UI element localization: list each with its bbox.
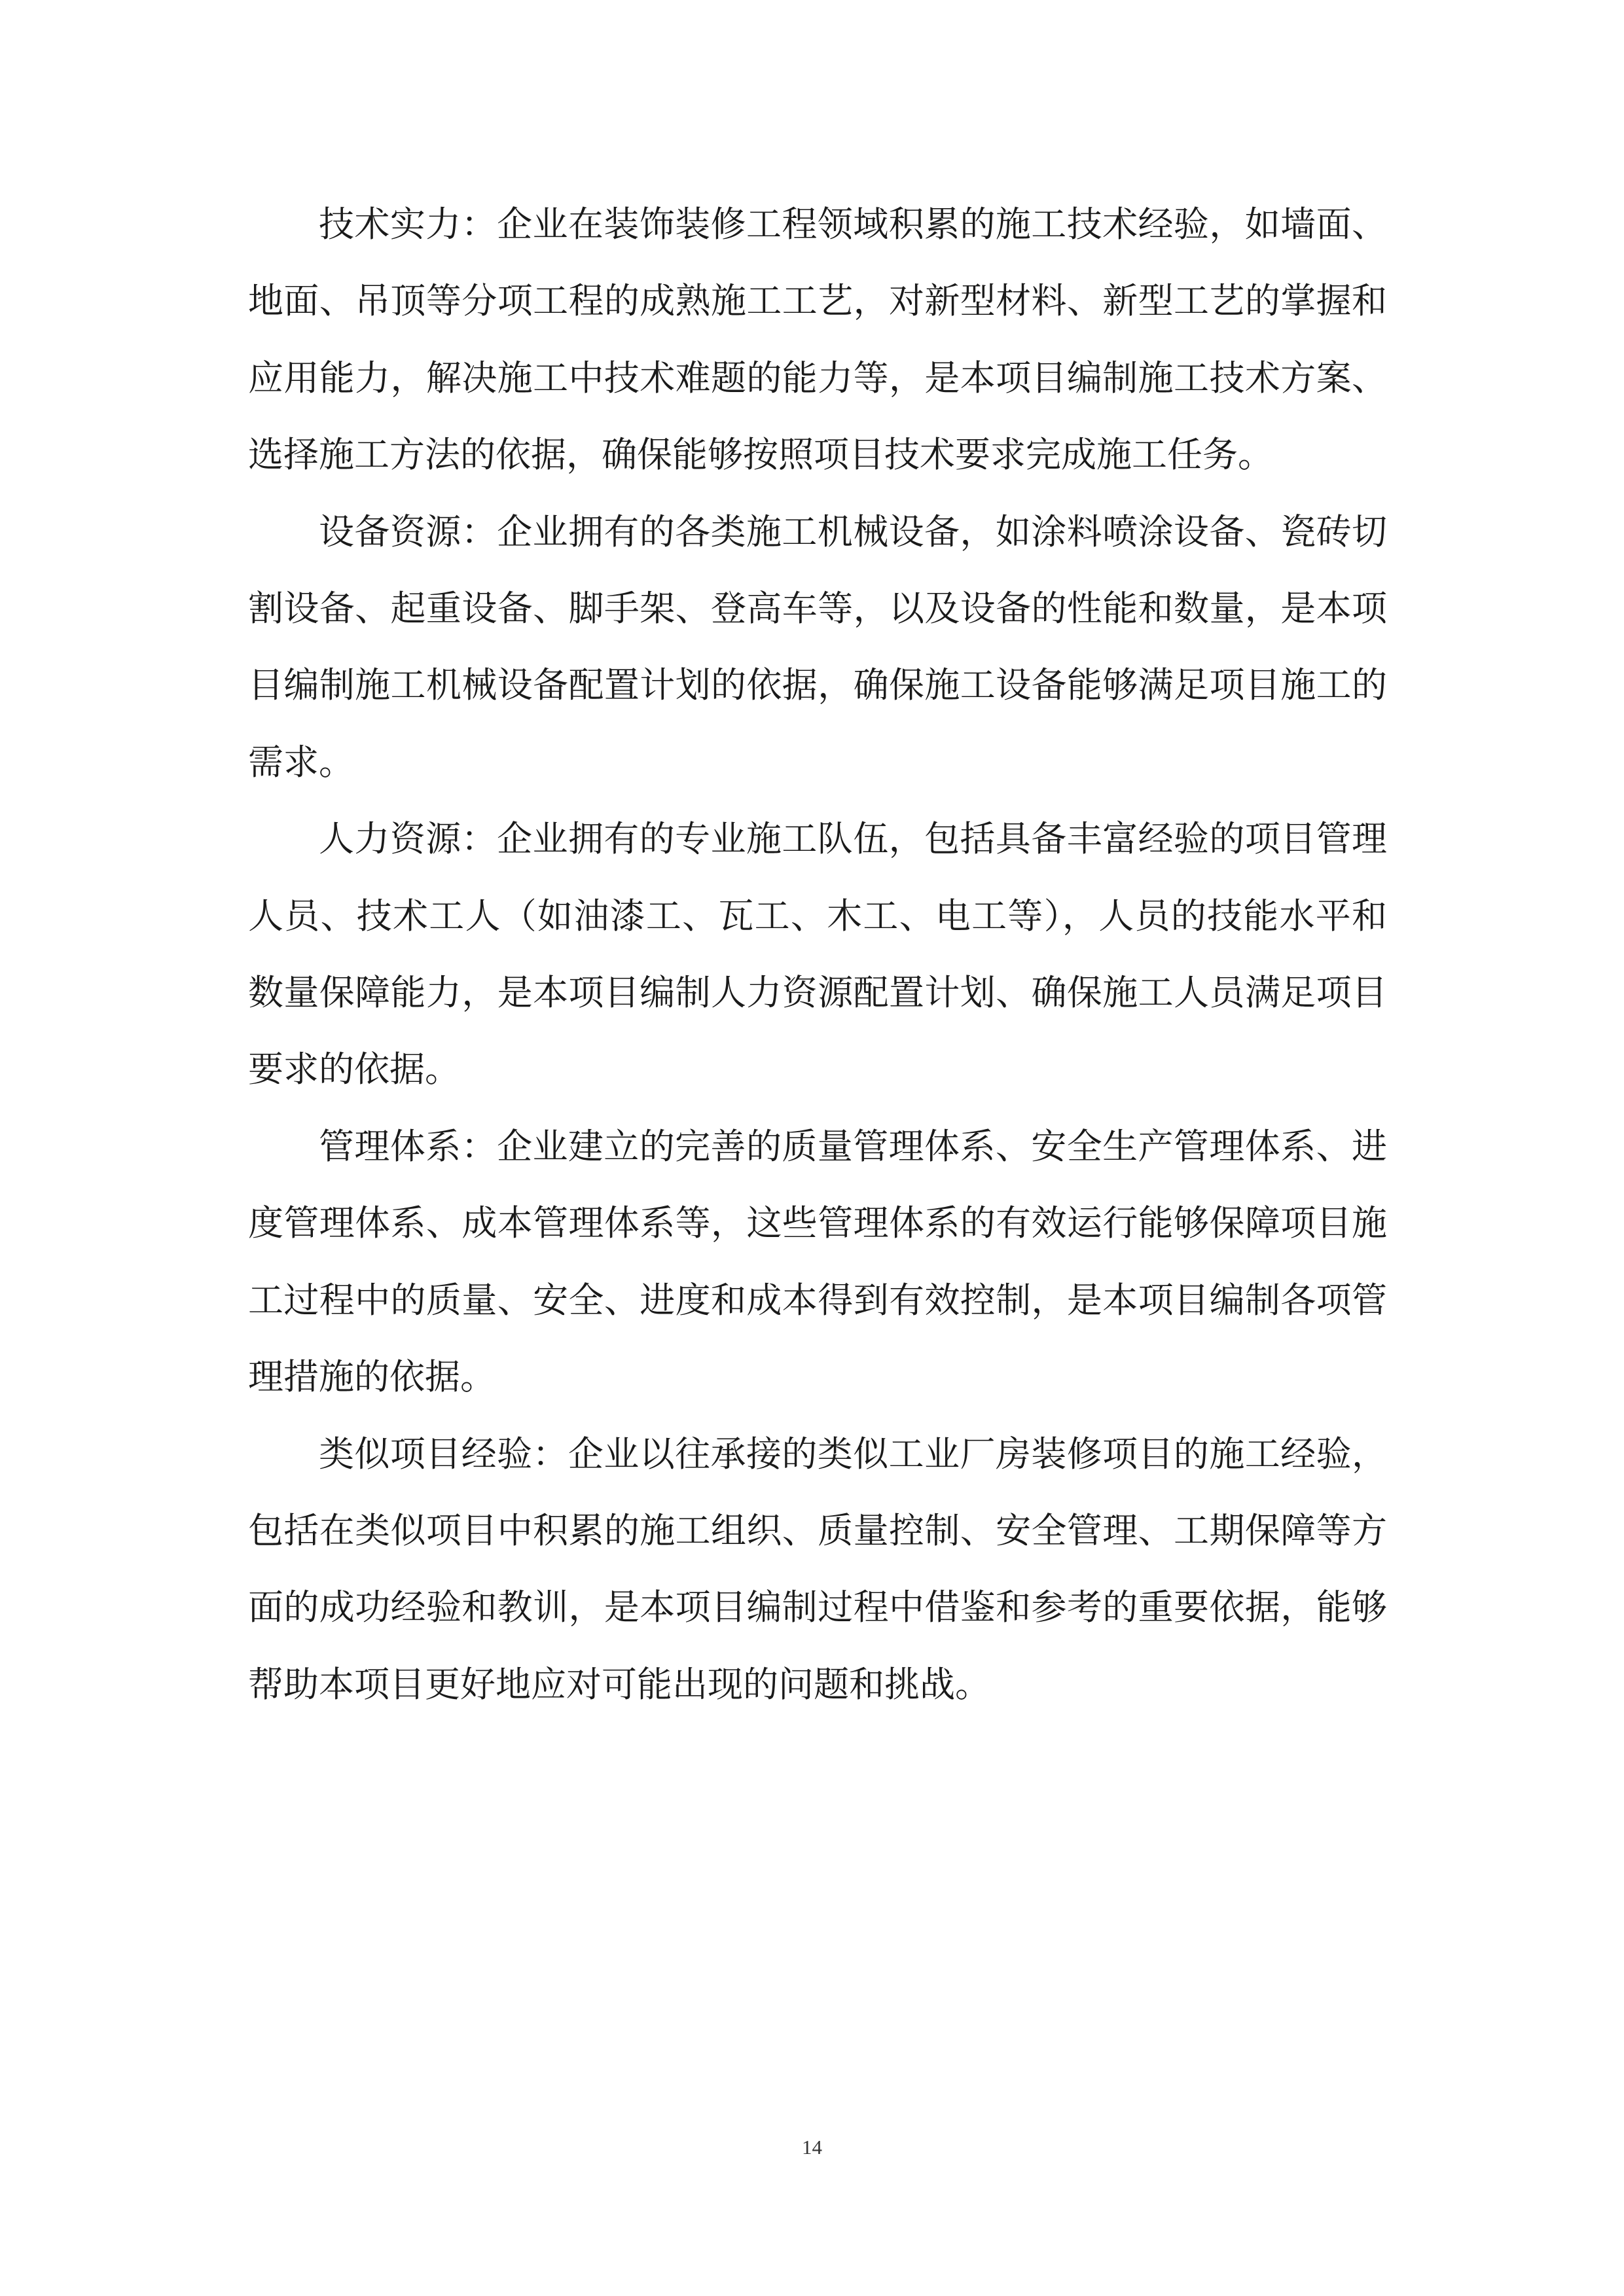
- paragraph-equipment-resources: 设备资源：企业拥有的各类施工机械设备，如涂料喷涂设备、瓷砖切割设备、起重设备、脚手架、登高车等，以及设备的性能和数量，是本项目编制施工机械设备配置计划的依据，确保施工设备能够满足项目施工的需求。: [248, 511, 1387, 783]
- paragraph-human-resources: 人力资源：企业拥有的专业施工队伍，包括具备丰富经验的项目管理人员、技术工人（如油漆工、瓦工、木工、电工等），人员的技能水平和数量保障能力，是本项目编制人力资源配置计划、确保施工人员满足项目要求的依据。: [248, 818, 1387, 1090]
- body-text: [248, 186, 1387, 1723]
- paragraph-technical-strength: 技术实力：企业在装饰装修工程领域积累的施工技术经验，如墙面、地面、吊顶等分项工程的成熟施工工艺，对新型材料、新型工艺的掌握和应用能力，解决施工中技术难题的能力等，是本项目编制施工技术方案、选择施工方法的依据，确保能够按照项目技术要求完成施工任务。: [248, 204, 1387, 476]
- paragraph-management-system: 管理体系：企业建立的完善的质量管理体系、安全生产管理体系、进度管理体系、成本管理体系等，这些管理体系的有效运行能够保障项目施工过程中的质量、安全、进度和成本得到有效控制，是本项目编制各项管理措施的依据。: [248, 1125, 1387, 1398]
- paragraph-similar-project-experience: 类似项目经验：企业以往承接的类似工业厂房装修项目的施工经验，包括在类似项目中积累的施工组织、质量控制、安全管理、工期保障等方面的成功经验和教训，是本项目编制过程中借鉴和参考的重要依据，能够帮助本项目更好地应对可能出现的问题和挑战。: [248, 1433, 1387, 1705]
- page-number: 14: [802, 2136, 822, 2159]
